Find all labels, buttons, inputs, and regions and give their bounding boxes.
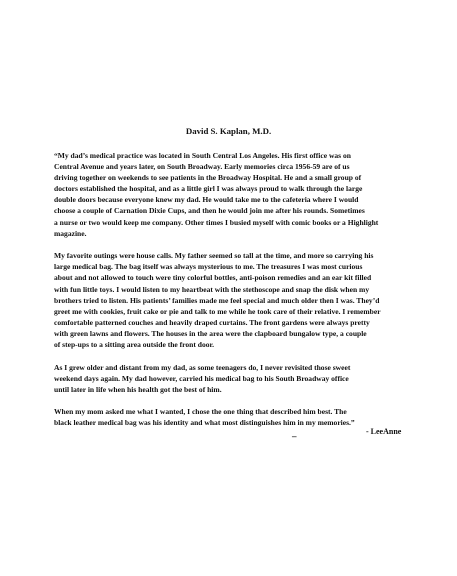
text-line: brothers tried to listen. His patients’ families made me feel special and much older then I was. They’d [54, 295, 380, 305]
document-body [54, 150, 426, 440]
text-line: with fun little toys. I would listen to my heartbeat with the stethoscope and snap the disk when my [54, 284, 370, 294]
text-line: “My dad’s medical practice was located in South Central Los Angeles. His first office was on [54, 151, 351, 160]
text-line: until later in life when his health got the best of him. [54, 384, 222, 394]
underscore-mark: _ [292, 428, 297, 438]
paragraph-1 [54, 150, 426, 239]
text-line: large medical bag. The bag itself was always mysterious to me. The treasures I was most curious [54, 262, 363, 272]
text-line: comfortable patterned couches and heavily draped curtains. The front gardens were always pretty [54, 317, 370, 327]
text-line: greet me with cookies, fruit cake or pie and talk to me while he took care of their relative. I remember [54, 306, 381, 316]
text-line: As I grew older and distant from my dad, as some teenagers do, I never revisited those sweet [54, 362, 351, 372]
text-line: double doors because everyone knew my dad. He would take me to the cafeteria where I would [54, 195, 359, 205]
text-line: choose a couple of Carnation Dixie Cups, and then he would join me after his rounds. Sometimes [54, 206, 365, 216]
paragraph-3 [54, 362, 426, 395]
text-line: a nurse or two would keep me company. Other times I busied myself with comic books or a Highlight [54, 217, 379, 227]
text-line: doctors established the hospital, and as a little girl I was always proud to walk through the large [54, 184, 363, 194]
text-line: When my mom asked me what I wanted, I chose the one thing that described him best. The [54, 407, 347, 417]
text-line: with green lawns and flowers. The houses in the area were the clapboard bungalow type, a couple [54, 328, 367, 338]
text-line: weekend days again. My dad however, carried his medical bag to his South Broadway office [54, 373, 349, 383]
text-line: driving together on weekends to see patients in the Broadway Hospital. He and a small group of [54, 173, 362, 183]
text-line: of step-ups to a sitting area outside the front door. [54, 340, 215, 349]
paragraph-2 [54, 250, 426, 350]
text-line: magazine. [54, 228, 87, 238]
text-line: about and not allowed to touch were tiny colorful bottles, anti-poison remedies and an ear kit filled [54, 273, 372, 283]
text-line: black leather medical bag was his identity and what most distinguishes him in my memories.” [54, 418, 355, 428]
text-line: My favorite outings were house calls. My father seemed so tall at the time, and more so carrying his [54, 251, 374, 261]
text-line: Central Avenue and years later, on South Broadway. Early memories circa 1956-59 are of us [54, 162, 350, 172]
document-title: David S. Kaplan, M.D. [185, 126, 272, 136]
signature: - LeeAnne [366, 427, 402, 436]
